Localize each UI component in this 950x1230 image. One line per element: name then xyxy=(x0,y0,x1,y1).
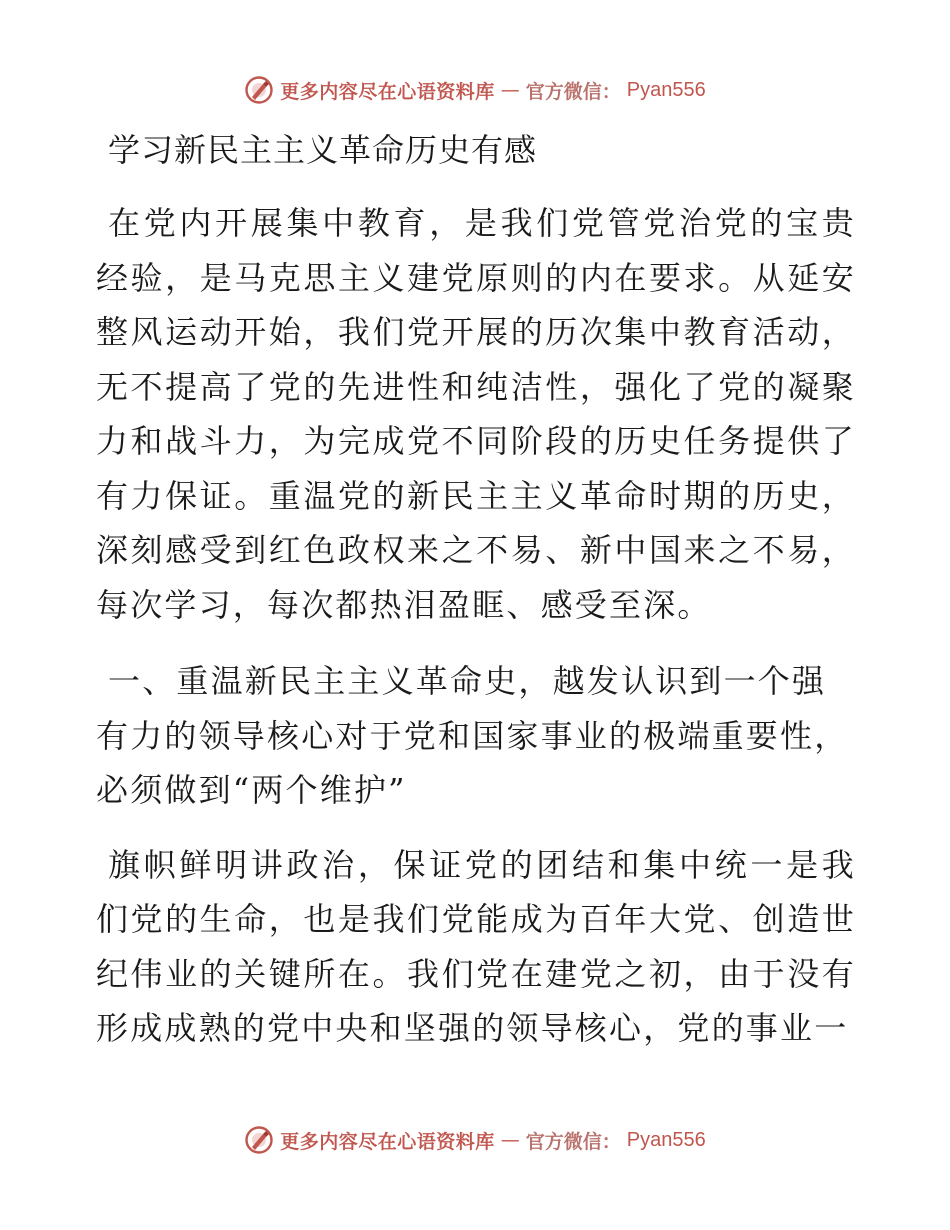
watermark-site-text: 更多内容尽在心语资料库 xyxy=(280,1130,495,1153)
watermark-site-text: 更多内容尽在心语资料库 xyxy=(280,80,495,103)
watermark-separator: — xyxy=(500,1129,520,1151)
watermark-banner-top xyxy=(0,72,950,108)
paragraph-section-1: 旗帜鲜明讲政治，保证党的团结和集中统一是我们党的生命，也是我们党能成为百年大党、创造世纪伟业的关键所在。我们党在建党之初，由于没有形成成熟的党中央和坚强的领导核心，党的事业一 xyxy=(96,845,856,1047)
pen-circle-logo-icon xyxy=(244,1125,274,1155)
watermark-banner-bottom xyxy=(0,1122,950,1158)
watermark-wechat-id: Pyan556 xyxy=(626,1128,706,1151)
watermark-separator: — xyxy=(500,79,520,101)
watermark-wechat-id: Pyan556 xyxy=(626,78,706,101)
document-body xyxy=(96,122,856,1078)
section-heading-1: 一、重温新民主主义革命史，越发认识到一个强有力的领导核心对于党和国家事业的极端重要性，必须做到“两个维护” xyxy=(96,662,849,809)
watermark-wechat-label: 官方微信： xyxy=(525,1130,621,1153)
watermark-wechat-label: 官方微信： xyxy=(525,80,621,103)
pen-circle-logo-icon xyxy=(244,75,274,105)
paragraph-intro: 在党内开展集中教育，是我们党管党治党的宝贵经验，是马克思主义建党原则的内在要求。从延安整风运动开始，我们党开展的历次集中教育活动，无不提高了党的先进性和纯洁性，强化了党的凝聚力和战斗力，为完成党不同阶段的历史任务提供了有力保证。重温党的新民主主义革命时期的历史，深刻感受到红色政权来之不易、新中国来之不易，每次学习，每次都热泪盈眶、感受至深。 xyxy=(96,204,856,624)
document-title: 学习新民主主义革命历史有感 xyxy=(108,131,538,169)
